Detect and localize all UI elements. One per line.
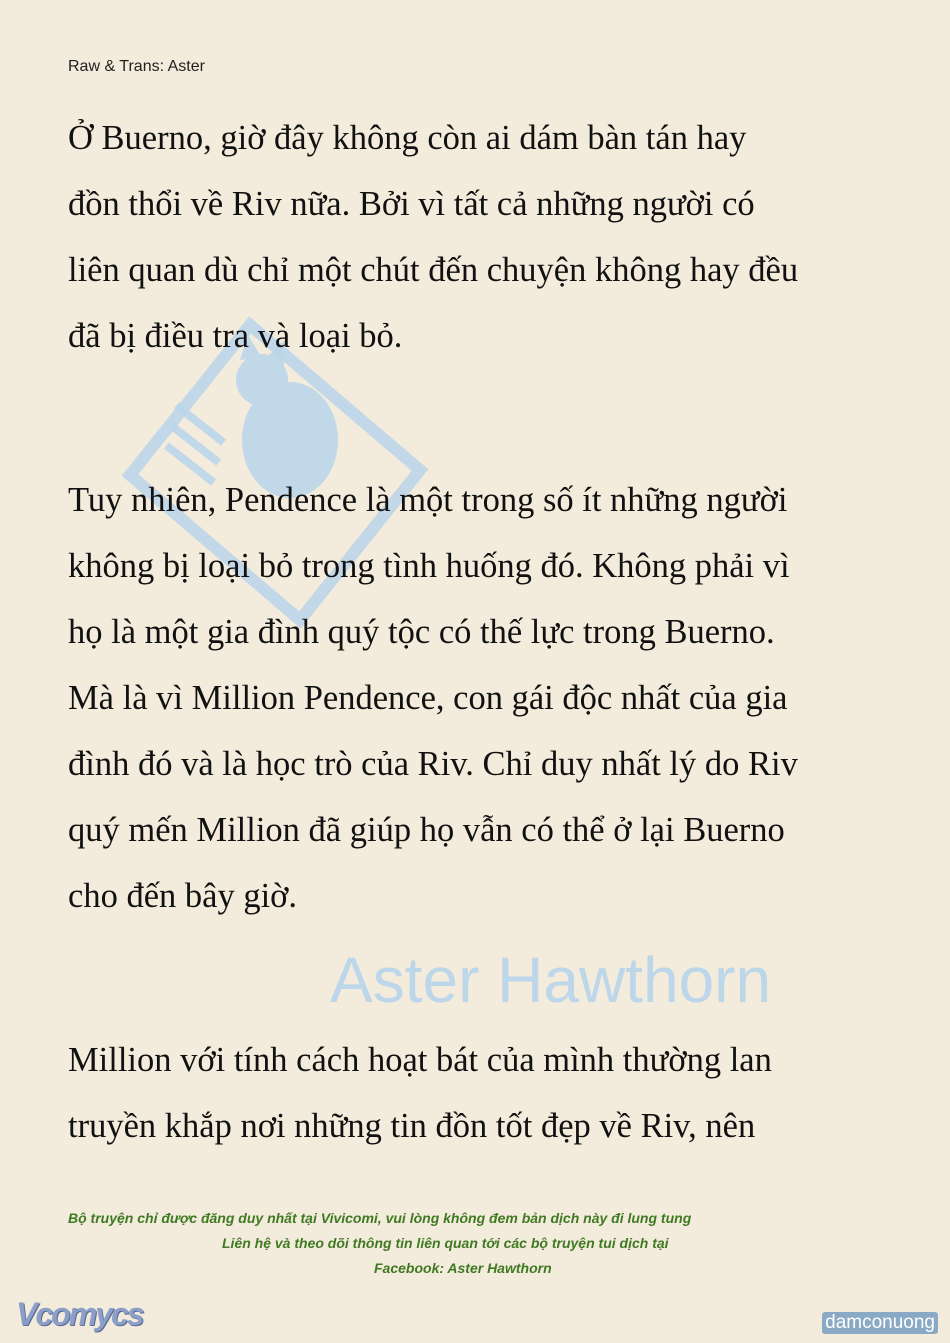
body-line: cho đến bây giờ. bbox=[68, 877, 298, 915]
body-line: liên quan dù chỉ một chút đến chuyện không hay đều bbox=[68, 251, 799, 289]
body-line: đình đó và là học trò của Riv. Chỉ duy nhất lý do Riv bbox=[68, 745, 798, 783]
body-line: họ là một gia đình quý tộc có thế lực trong Buerno. bbox=[68, 613, 775, 651]
footer-facebook: Facebook: Aster Hawthorn bbox=[374, 1260, 552, 1276]
footer-contact: Liên hệ và theo dõi thông tin liên quan tới các bộ truyện tui dịch tại bbox=[222, 1235, 669, 1251]
body-line: đồn thổi về Riv nữa. Bởi vì tất cả những người có bbox=[68, 185, 755, 223]
translator-credit: Raw & Trans: Aster bbox=[68, 58, 205, 75]
damconuong-logo: damconuong bbox=[822, 1312, 938, 1334]
body-line: Mà là vì Million Pendence, con gái độc nhất của gia bbox=[68, 679, 788, 717]
watermark-text: Aster Hawthorn bbox=[330, 944, 772, 1016]
body-line: Tuy nhiên, Pendence là một trong số ít những người bbox=[68, 481, 788, 519]
body-line: đã bị điều tra và loại bỏ. bbox=[68, 317, 403, 355]
vcomycs-logo: Vcomycs bbox=[16, 1296, 143, 1332]
body-line: Million với tính cách hoạt bát của mình thường lan bbox=[68, 1041, 772, 1079]
body-line: truyền khắp nơi những tin đồn tốt đẹp về Riv, nên bbox=[68, 1107, 756, 1145]
footer-notice: Bộ truyện chỉ được đăng duy nhất tại Vivicomi, vui lòng không đem bản dịch này đi lung tung bbox=[68, 1210, 692, 1226]
body-line: quý mến Million đã giúp họ vẫn có thể ở lại Buerno bbox=[68, 811, 785, 849]
body-line: Ở Buerno, giờ đây không còn ai dám bàn tán hay bbox=[68, 119, 747, 157]
body-line: không bị loại bỏ trong tình huống đó. Không phải vì bbox=[68, 547, 790, 585]
